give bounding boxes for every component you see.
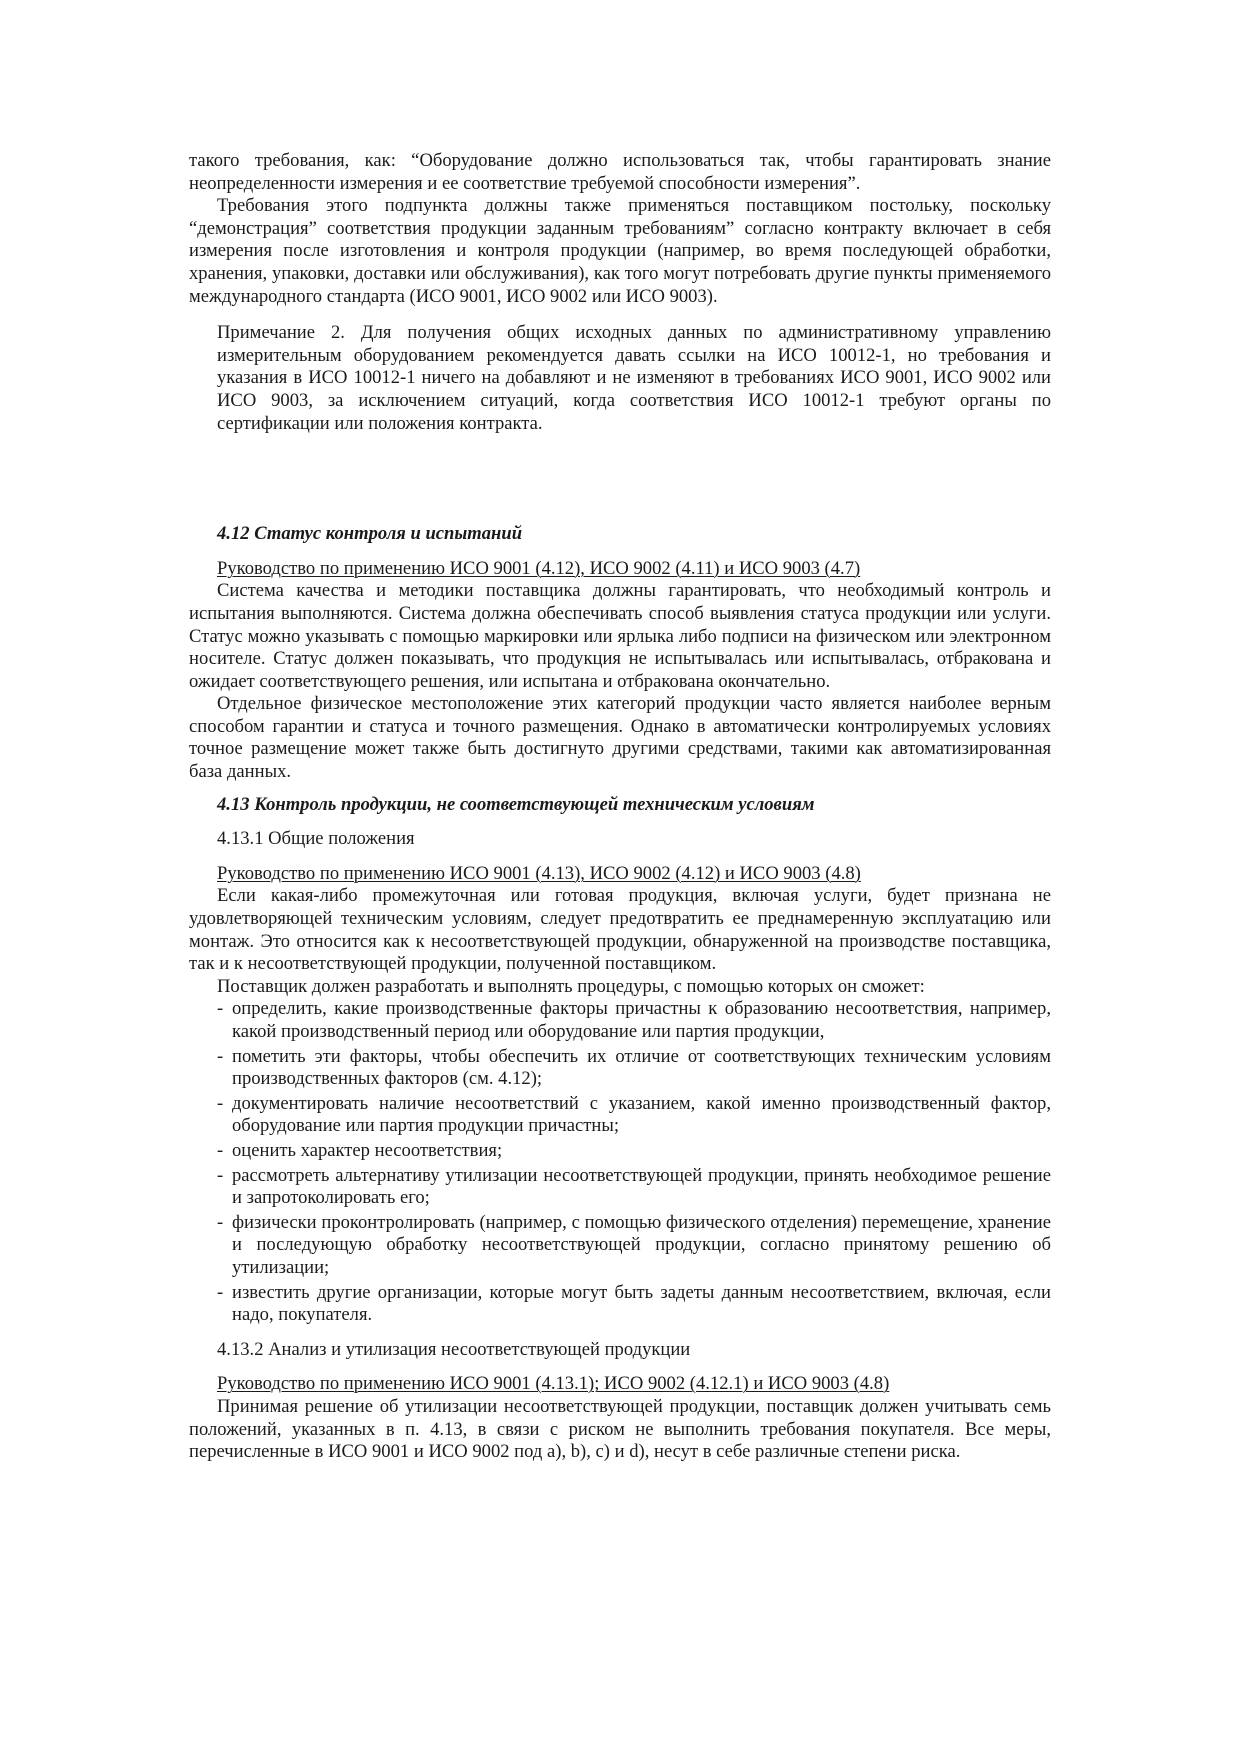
list-marker: - xyxy=(217,1281,224,1303)
list-marker: - xyxy=(217,1211,224,1233)
paragraph-4-13-procedures: Поставщик должен разработать и выполнять процедуры, с помощью которых он сможет: xyxy=(217,975,925,997)
paragraph-requirements: Требования этого подпункта должны также применяться поставщиком постольку, поскольку “демонстрация” соответствия продукции заданным требованиям” согласно контракту включает в себя измерения после изготовления и контроля продукции (например, во время последующей обработки, хранения, упаковки, доставки или обслуживания), как того могут потребовать другие пункты применяемого международного стандарта (ИСО 9001, ИСО 9002 или ИСО 9003). xyxy=(189,195,1051,307)
list-marker: - xyxy=(217,1164,224,1186)
list-item: - пометить эти факторы, чтобы обеспечить их отличие от соответствующих техническим условиям производственных факторов (см. 4.12); xyxy=(217,1045,1051,1090)
subsection-heading-4-13-2: 4.13.2 Анализ и утилизация несоответствующей продукции xyxy=(217,1338,691,1360)
paragraph-continuation: такого требования, как: “Оборудование должно использоваться так, чтобы гарантировать знание неопределенности измерения и ее соответствие требуемой способности измерения”. xyxy=(189,150,1051,194)
list-item: - определить, какие производственные факторы причастны к образованию несоответствия, например, какой производственный период или оборудование или партия продукции, xyxy=(217,998,1051,1042)
list-item: - документировать наличие несоответствий с указанием, какой именно производственный фактор, оборудование или партия продукции причастны; xyxy=(217,1092,1051,1137)
document-body xyxy=(189,150,1051,1464)
guide-reference-4-13-2: Руководство по применению ИСО 9001 (4.13.1); ИСО 9002 (4.12.1) и ИСО 9003 (4.8) xyxy=(217,1373,890,1395)
paragraph-4-13-2-disposal: Принимая решение об утилизации несоответствующей продукции, поставщик должен учитывать семь положений, указанных в п. 4.13, в связи с риском не выполнить требования покупателя. Все меры, перечисленные в ИСО 9001 и ИСО 9002 под а), b), с) и d), несут в себе различные степени риска. xyxy=(189,1395,1051,1463)
list-marker: - xyxy=(217,1045,224,1067)
section-heading-4-13: 4.13 Контроль продукции, не соответствующей техническим условиям xyxy=(217,793,815,815)
paragraph-4-12-status: Система качества и методики поставщика должны гарантировать, что необходимый контроль и испытания выполняются. Система должна обеспечивать способ выявления статуса продукции или услуги. Статус можно указывать с помощью маркировки или ярлыка либо подписи на физическом или электронном носителе. Статус должен показывать, что продукция не испытывалась или испытывалась, отбракована и ожидает соответствующего решения, или испытана и отбракована окончательно. xyxy=(189,580,1051,692)
list-item: - физически проконтролировать (например, с помощью физического отделения) перемещение, хранение и последующую обработку несоответствующей продукции, согласно принятому решению об утилизации; xyxy=(217,1211,1051,1278)
subsection-heading-4-13-1: 4.13.1 Общие положения xyxy=(217,828,415,850)
list-item: - известить другие организации, которые могут быть задеты данным несоответствием, включая, если надо, покупателя. xyxy=(217,1281,1051,1326)
list-item: - рассмотреть альтернативу утилизации несоответствующей продукции, принять необходимое решение и запротоколировать его; xyxy=(217,1164,1051,1209)
vertical-gap xyxy=(189,435,1051,513)
paragraph-4-12-location: Отдельное физическое местоположение этих категорий продукции часто является наиболее верным способом гарантии и статуса и точного размещения. Однако в автоматически контролируемых условиях точное размещение может также быть достигнуто другими средствами, такими как автоматизированная база данных. xyxy=(189,693,1051,783)
list-item: - оценить характер несоответствия; xyxy=(217,1139,503,1161)
list-marker: - xyxy=(217,1139,224,1161)
note-2: Примечание 2. Для получения общих исходных данных по административному управлению измерительным оборудованием рекомендуется давать ссылки на ИСО 10012-1, но требования и указания в ИСО 10012-1 ничего на добавляют и не изменяют в требованиях ИСО 9001, ИСО 9002 или ИСО 9003, за исключением ситуаций, когда соответствия ИСО 10012-1 требуют органы по сертификации или положения контракта. xyxy=(217,322,1051,434)
list-marker: - xyxy=(217,1092,224,1114)
paragraph-4-13-nonconforming: Если какая-либо промежуточная или готовая продукция, включая услуги, будет признана не удовлетворяющей техническим условиям, следует предотвратить ее преднамеренную эксплуатацию или монтаж. Это относится как к несоответствующей продукции, обнаруженной на производстве поставщика, так и к несоответствующей продукции, полученной поставщиком. xyxy=(189,885,1051,975)
guide-reference-4-12: Руководство по применению ИСО 9001 (4.12), ИСО 9002 (4.11) и ИСО 9003 (4.7) xyxy=(217,557,861,579)
list-marker: - xyxy=(217,998,224,1020)
procedure-list xyxy=(189,998,1051,1326)
guide-reference-4-13-1: Руководство по применению ИСО 9001 (4.13), ИСО 9002 (4.12) и ИСО 9003 (4.8) xyxy=(217,862,861,884)
section-heading-4-12: 4.12 Статус контроля и испытаний xyxy=(217,523,523,545)
